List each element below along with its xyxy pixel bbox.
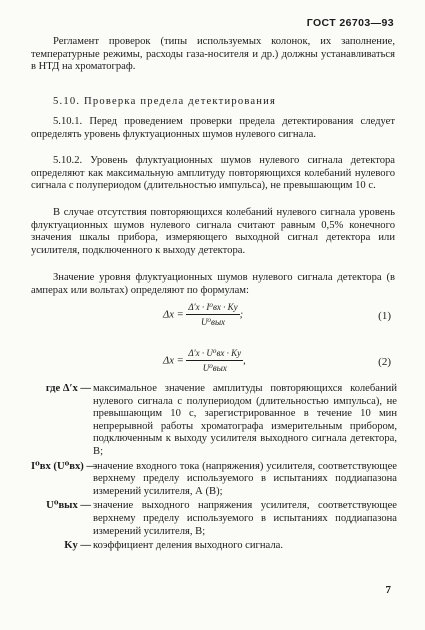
- formula-1-numerator: Δ′x · I⁰вх · Ky: [186, 302, 239, 315]
- section-title: 5.10. Проверка предела детектирования: [53, 96, 277, 107]
- paragraph-5-10-2: 5.10.2. Уровень флуктуационных шумов нулевого сигнала детектора определяют как максимальную амплитуду повторяющихся колебаний нулевого сигнала с полупериодом (длительностью импульса), не превышающим 10 с.: [31, 155, 395, 192]
- definition-text: значение выходного напряжения усилителя, соответствующее верхнему пределу используемого в испытаниях поддиапазона измерений усилителя, В;: [93, 500, 397, 537]
- definition-text: коэффициент деления выходного сигнала.: [93, 540, 283, 552]
- definition-term: где Δ′x —: [45, 383, 91, 394]
- definition-output-voltage: [31, 500, 397, 538]
- paragraph-5-10-1: 5.10.1. Перед проведением проверки предела детектирования следует определять уровень флуктуационных шумов нулевого сигнала.: [31, 116, 395, 140]
- paragraph-case: В случае отсутствия повторяющихся колебаний нулевого сигнала уровень флуктуационных шумов нулевого сигнала считают равным 0,5% конечного значения шкалы прибора, измеряющего выходной сигнал детектора или усилителя, подключенного к выходу детектора.: [31, 207, 395, 256]
- formula-2-tail: ,: [243, 355, 246, 367]
- formula-2-denominator: U⁰вых: [202, 363, 227, 373]
- paragraph-reglament: Регламент проверок (типы используемых колонок, их заполнение, температурные режимы, расходы газа-носителя и др.) должны устанавливаться в НТД на хроматограф.: [31, 36, 395, 73]
- formula-2: [163, 348, 323, 374]
- definition-term: U⁰вых —: [46, 500, 91, 512]
- definitions-list: [31, 383, 397, 553]
- definition-text: значение входного тока (напряжения) усилителя, соответствующее верхнему пределу используемого в испытаниях поддиапазона измерений усилителя, А (В);: [93, 460, 397, 497]
- definition-term: I⁰вх (U⁰вх) —: [31, 460, 98, 472]
- page-number: 7: [385, 584, 391, 596]
- formula-1-lhs: Δx =: [163, 309, 184, 321]
- formula-1-fraction: [186, 302, 239, 328]
- formula-1: [163, 302, 323, 328]
- formula-2-lhs: Δx =: [163, 355, 184, 367]
- definition-input-current: [31, 461, 397, 499]
- formula-1-denominator: U⁰вых: [200, 317, 226, 327]
- definition-text: максимальное значение амплитуды повторяющихся колебаний нулевого сигнала с полупериодом (длительностью импульса), не превышающим 10 с, зарегистрированное в течение 10 мин непрерывной работы хроматографа измерительным прибором, подключенным к выходу усилителя выходного сигнала детектора, В;: [93, 383, 397, 457]
- formula-2-fraction: [186, 348, 243, 374]
- formula-2-number: (2): [378, 356, 391, 368]
- paragraph-value: Значение уровня флуктуационных шумов нулевого сигнала детектора (в амперах или вольтах) определяют по формулам:: [31, 272, 395, 296]
- standard-header: ГОСТ 26703—93: [306, 17, 394, 29]
- definition-ky: [31, 540, 397, 553]
- formula-1-number: (1): [378, 310, 391, 322]
- formula-1-tail: ;: [239, 309, 244, 321]
- definition-delta-x: [31, 383, 397, 459]
- definition-term: Ky —: [64, 540, 91, 552]
- formula-2-numerator: Δ′x · U⁰вх · Ky: [186, 348, 243, 361]
